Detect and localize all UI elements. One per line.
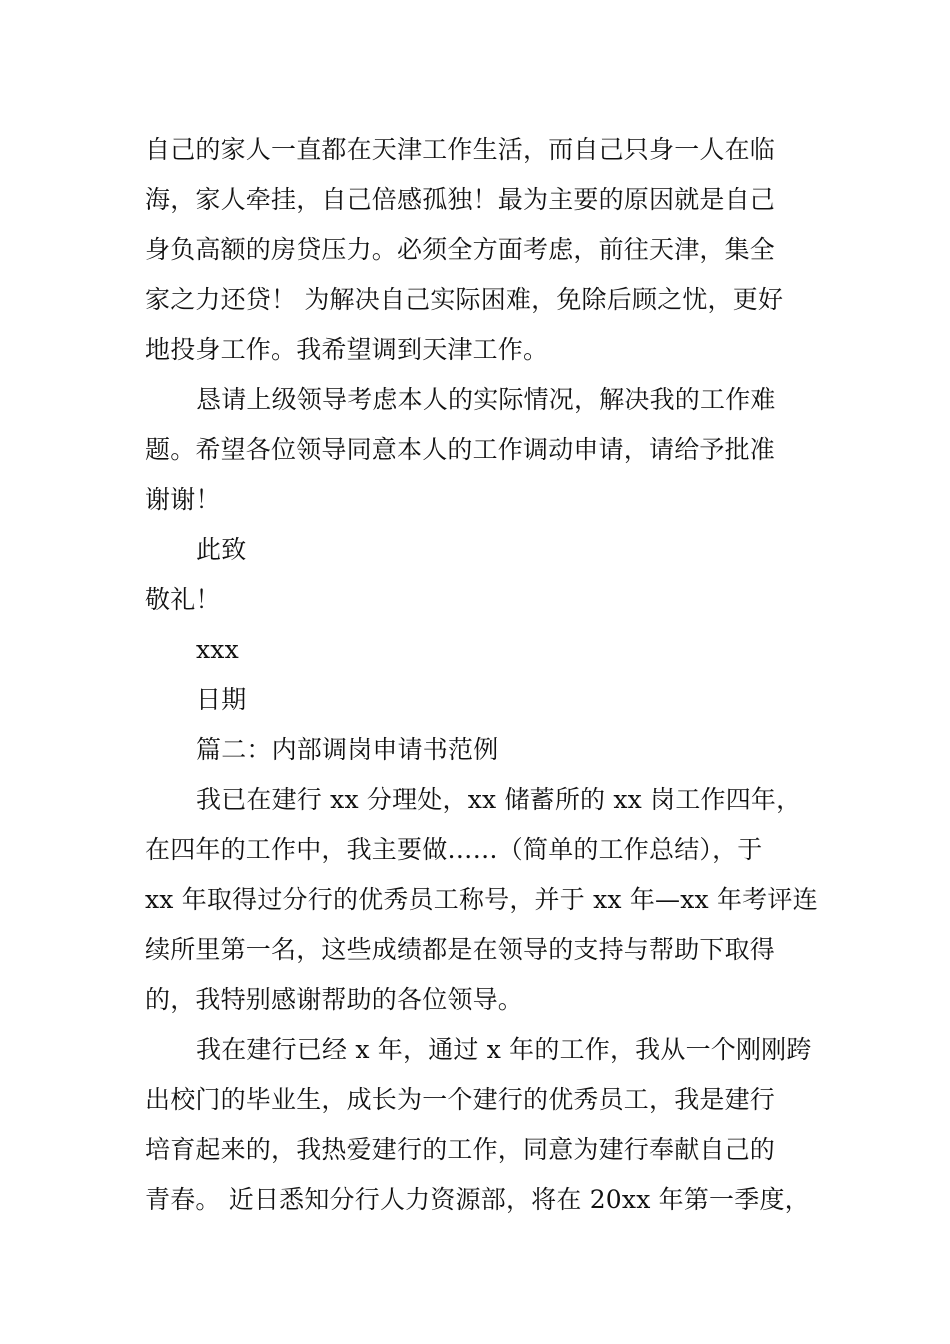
text-line: 在四年的工作中，我主要做……（简单的工作总结），于: [145, 835, 763, 864]
text-line: 身负高额的房贷压力。必须全方面考虑，前往天津，集全: [145, 235, 776, 264]
signature-date: 日期: [196, 685, 247, 714]
closing-regards: 敬礼！: [145, 585, 221, 614]
section-heading: 篇二：内部调岗申请书范例: [196, 735, 499, 764]
closing-salutation: 此致: [196, 535, 247, 564]
text-line: 培育起来的，我热爱建行的工作，同意为建行奉献自己的: [145, 1135, 776, 1164]
text-line: 谢谢！: [145, 485, 221, 514]
text-line: 海，家人牵挂，自己倍感孤独！最为主要的原因就是自己: [145, 185, 776, 214]
text-line: 地投身工作。我希望调到天津工作。: [145, 335, 549, 364]
text-line: 续所里第一名，这些成绩都是在领导的支持与帮助下取得: [145, 935, 776, 964]
text-line: 题。希望各位领导同意本人的工作调动申请，请给予批准: [145, 435, 776, 464]
text-line: 出校门的毕业生，成长为一个建行的优秀员工，我是建行: [145, 1085, 776, 1114]
signature-name: xxx: [196, 635, 239, 664]
text-line: 恳请上级领导考虑本人的实际情况，解决我的工作难: [196, 385, 776, 414]
text-line: 的，我特别感谢帮助的各位领导。: [145, 985, 524, 1014]
text-line: 家之力还贷！ 为解决自己实际困难，免除后顾之忧，更好: [145, 285, 784, 314]
text-line: xx 年取得过分行的优秀员工称号，并于 xx 年—xx 年考评连: [145, 885, 818, 914]
text-line: 自己的家人一直都在天津工作生活，而自己只身一人在临: [145, 135, 776, 164]
text-line: 我已在建行 xx 分理处，xx 储蓄所的 xx 岗工作四年，: [196, 785, 802, 814]
text-line: 青春。 近日悉知分行人力资源部，将在 20xx 年第一季度，: [145, 1185, 810, 1214]
text-line: 我在建行已经 x 年，通过 x 年的工作，我从一个刚刚跨: [196, 1035, 812, 1064]
